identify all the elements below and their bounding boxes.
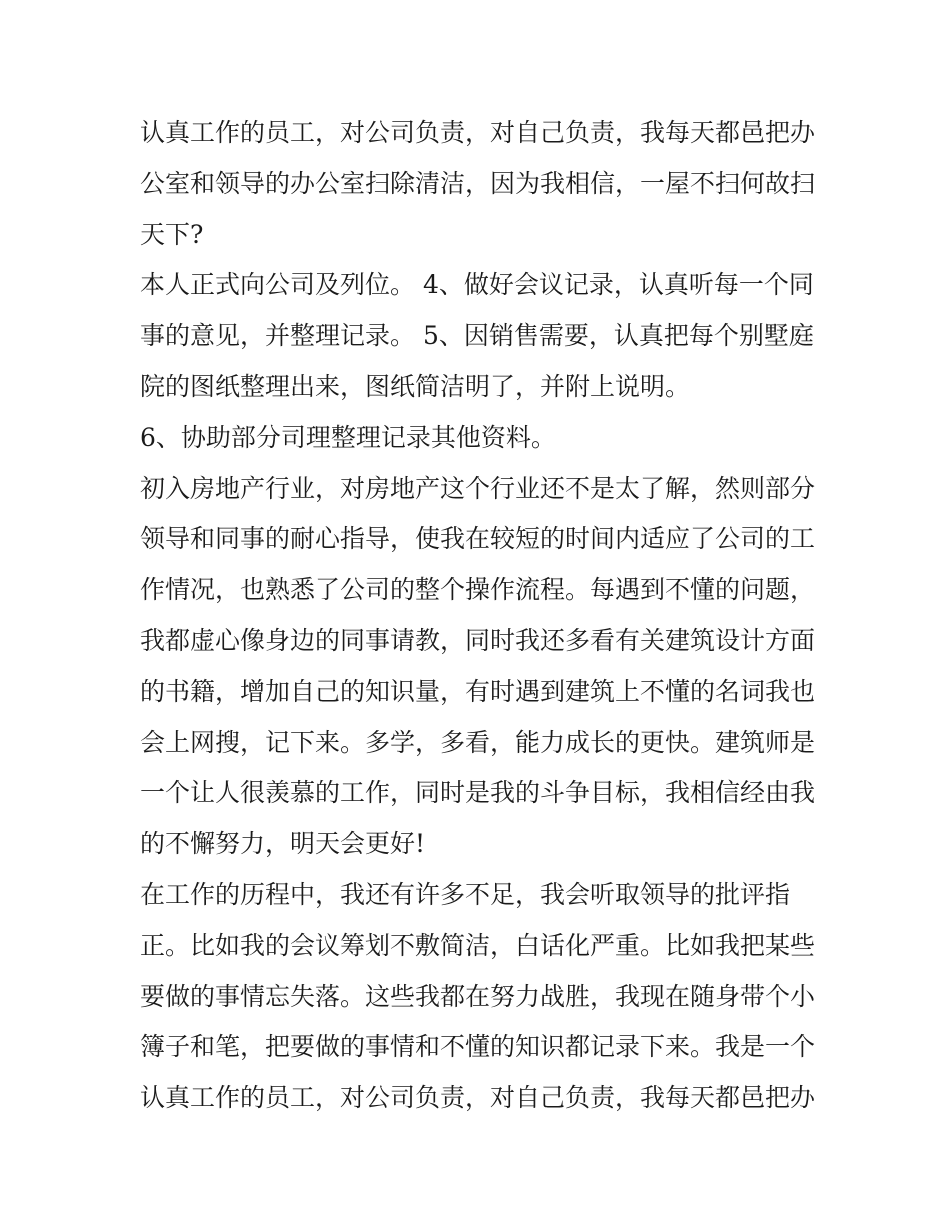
text-line: 正。比如我的会议筹划不敷简洁，白话化严重。比如我把某些 <box>140 930 816 960</box>
text-line: 认真工作的员工，对公司负责，对自己负责，我每天都邑把办 <box>140 118 816 147</box>
text-line: 的书籍，增加自己的知识量，有时遇到建筑上不懂的名词我也 <box>140 676 816 706</box>
text-line: 事的意见，并整理记录。 5、因销售需要，认真把每个别墅庭 <box>140 321 814 351</box>
text-line: 要做的事情忘失落。这些我都在努力战胜，我现在随身带个小 <box>140 981 816 1011</box>
text-line: 会上网搜，记下来。多学，多看，能力成长的更快。建筑师是 <box>140 727 816 757</box>
text-line: 在工作的历程中，我还有许多不足，我会听取领导的批评指 <box>140 879 791 909</box>
text-line: 6、协助部分司理整理记录其他资料。 <box>140 422 556 452</box>
text-line: 本人正式向公司及列位。 4、做好会议记录，认真听每一个同 <box>140 270 814 300</box>
text-line: 的不懈努力，明天会更好! <box>140 829 426 859</box>
text-line: 认真工作的员工，对公司负责，对自己负责，我每天都邑把办 <box>140 1083 816 1113</box>
document-body <box>140 108 820 1124</box>
text-line: 我都虚心像身边的同事请教，同时我还多看有关建筑设计方面 <box>140 625 816 655</box>
text-line: 领导和同事的耐心指导，使我在较短的时间内适应了公司的工 <box>140 524 816 554</box>
text-line: 公室和领导的办公室扫除清洁，因为我相信，一屋不扫何故扫 <box>140 168 816 198</box>
text-line: 簿子和笔，把要做的事情和不懂的知识都记录下来。我是一个 <box>140 1032 816 1062</box>
text-line: 作情况，也熟悉了公司的整个操作流程。每遇到不懂的问题， <box>140 575 816 605</box>
text-line: 一个让人很羡慕的工作，同时是我的斗争目标，我相信经由我 <box>140 778 816 808</box>
text-line: 天下? <box>140 219 204 249</box>
text-line: 院的图纸整理出来，图纸简洁明了，并附上说明。 <box>140 371 691 401</box>
text-line: 初入房地产行业，对房地产这个行业还不是太了解，然则部分 <box>140 473 816 503</box>
